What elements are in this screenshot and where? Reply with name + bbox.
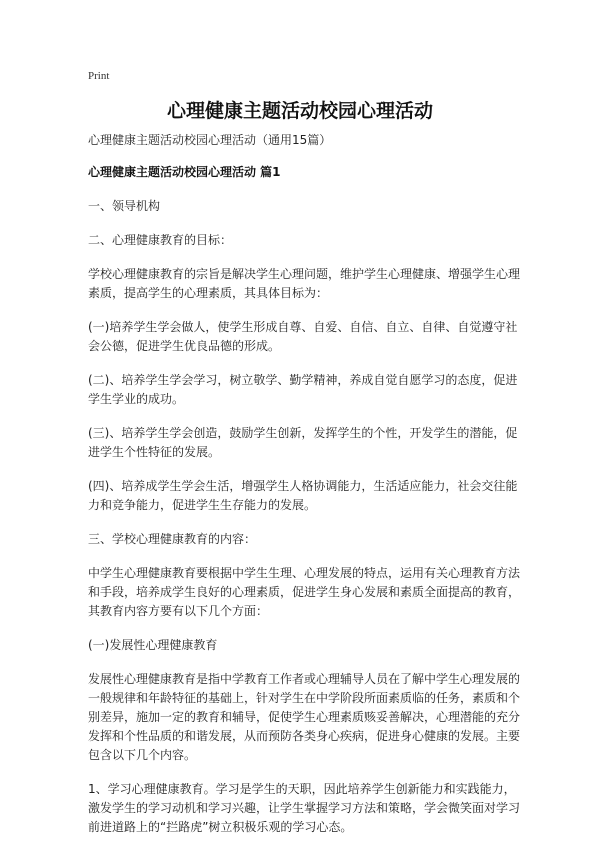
section-heading: 心理健康主题活动校园心理活动 篇1 xyxy=(88,165,281,179)
paragraph: (一)培养学生学会做人，使学生形成自尊、自爱、自信、自立、自律、自觉遵守社会公德，促进学生优良品德的形成。 xyxy=(88,320,518,353)
paragraph: 学校心理健康教育的宗旨是解决学生心理问题，维护学生心理健康、增强学生心理素质，提高学生的心理素质，其具体目标为： xyxy=(88,267,521,300)
paragraph: 中学生心理健康教育要根据中学生生理、心理发展的特点，运用有关心理教育方法和手段，培养成学生良好的心理素质，促进学生身心发展和素质全面提高的教育，其教育内容方要有以下几个方面： xyxy=(88,566,521,618)
paragraph: 1、学习心理健康教育。学习是学生的天职，因此培养学生创新能力和实践能力，激发学生的学习动机和学习兴趣，让学生掌握学习方法和策略，学会微笑面对学习前进道路上的“拦路虎”树立积极乐观的学习心态。 xyxy=(88,782,521,834)
paragraph: (二)、培养学生学会学习，树立敬学、勤学精神，养成自觉自愿学习的态度，促进学生学业的成功。 xyxy=(88,373,518,406)
paragraph: 发展性心理健康教育是指中学教育工作者或心理辅导人员在了解中学生心理发展的一般规律和年龄特征的基础上，针对学生在中学阶段所面素质临的任务，素质和个别差异，施加一定的教育和辅导，促使学生心理素质赅妥善解决，心理潜能的充分发挥和个性品质的和谐发展，从而预防各类身心疾病，促进身心健康的发展。主要包含以下几个内容。 xyxy=(88,672,521,762)
paragraph: 一、领导机构 xyxy=(88,199,161,213)
paragraph: 三、学校心理健康教育的内容： xyxy=(88,532,257,546)
print-label: Print xyxy=(88,70,110,82)
paragraph: (四)、培养成学生学会生活，增强学生人格协调能力，生活适应能力，社会交往能力和竞争能力，促进学生生存能力的发展。 xyxy=(88,479,518,512)
document-title: 心理健康主题活动校园心理活动 xyxy=(166,100,433,122)
paragraph: 二、心理健康教育的目标： xyxy=(88,233,233,247)
paragraph: (一)发展性心理健康教育 xyxy=(88,638,218,652)
document-body xyxy=(88,131,520,852)
paragraph: (三)、培养学生学会创造，鼓励学生创新，发挥学生的个性，开发学生的潜能，促进学生个性特征的发展。 xyxy=(88,426,518,459)
document-subtitle: 心理健康主题活动校园心理活动（通用15篇） xyxy=(88,133,332,147)
